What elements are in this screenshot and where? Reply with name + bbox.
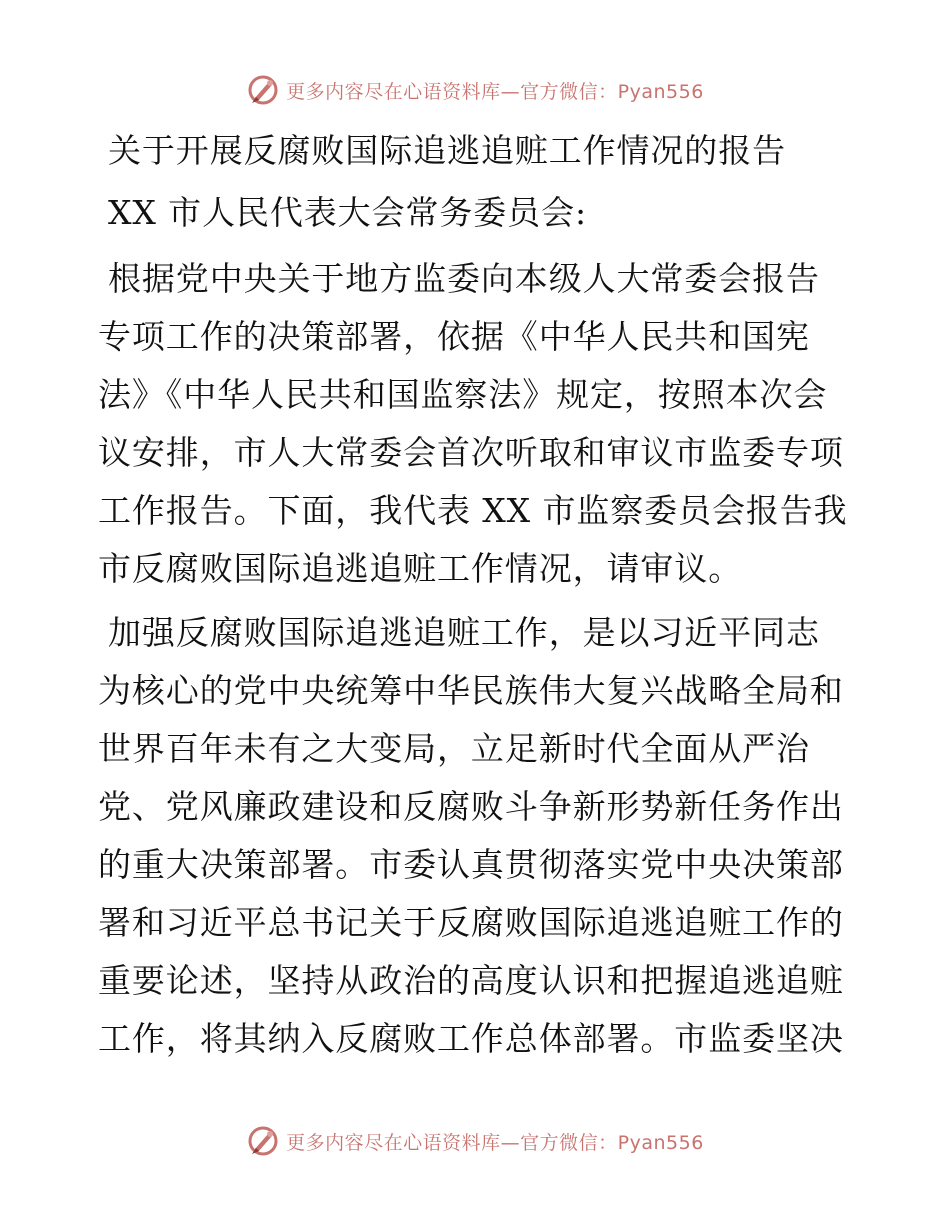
paragraph-line: 根据党中央关于地方监委向本级人大常委会报告 [108, 259, 820, 298]
paragraph-line: 市反腐败国际追逃追赃工作情况，请审议。 [98, 549, 743, 588]
paragraph-line: 为核心的党中央统筹中华民族伟大复兴战略全局和 [98, 671, 844, 710]
paragraph-line: 工作报告。下面，我代表 XX 市监察委员会报告我 [98, 491, 848, 530]
watermark-text: 更多内容尽在心语资料库—官方微信：Pyan556 [286, 80, 704, 103]
watermark-text: 更多内容尽在心语资料库—官方微信：Pyan556 [286, 1131, 704, 1154]
paragraph-line: 党、党风廉政建设和反腐败斗争新形势新任务作出 [98, 787, 844, 826]
paragraph-line: 重要论述，坚持从政治的高度认识和把握追逃追赃 [98, 961, 844, 1000]
paragraph-line: 世界百年未有之大变局，立足新时代全面从严治 [98, 729, 810, 768]
document-addressee: XX 市人民代表大会常务委员会: [108, 193, 587, 232]
header-watermark [0, 70, 950, 110]
paragraph-line: 署和习近平总书记关于反腐败国际追逃追赃工作的 [98, 903, 844, 942]
document-title: 关于开展反腐败国际追逃追赃工作情况的报告 [108, 131, 786, 170]
paragraph-line: 加强反腐败国际追逃追赃工作，是以习近平同志 [108, 613, 820, 652]
ribbon-pen-logo-icon [246, 73, 280, 107]
paragraph-line: 议安排，市人大常委会首次听取和审议市监委专项 [98, 433, 844, 472]
paragraph-line: 工作，将其纳入反腐败工作总体部署。市监委坚决 [98, 1019, 844, 1058]
ribbon-pen-logo-icon [246, 1124, 280, 1158]
footer-watermark [0, 1121, 950, 1161]
document-body [98, 122, 850, 1074]
paragraph-1 [98, 250, 850, 598]
paragraph-line: 法》《中华人民共和国监察法》规定，按照本次会 [98, 375, 828, 414]
paragraph-line: 的重大决策部署。市委认真贯彻落实党中央决策部 [98, 845, 844, 884]
paragraph-line: 专项工作的决策部署，依据《中华人民共和国宪 [98, 317, 810, 356]
paragraph-2 [98, 604, 850, 1068]
